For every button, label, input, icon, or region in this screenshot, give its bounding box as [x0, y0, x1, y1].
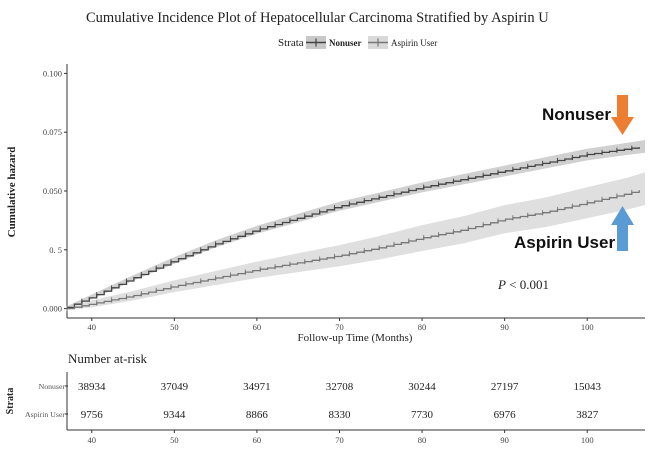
risk-cell: 38934: [78, 381, 106, 393]
x-tick-label: 90: [500, 322, 509, 332]
chart-title: Cumulative Incidence Plot of Hepatocellular Carcinoma Stratified by Aspirin U: [86, 10, 549, 26]
risk-cell: 37049: [160, 381, 189, 393]
risk-cell: 6976: [493, 409, 516, 421]
x-tick-label: 60: [252, 322, 262, 332]
risk-cell: 7730: [411, 409, 434, 421]
x-tick-label: 70: [335, 322, 344, 332]
risk-cell: 8866: [245, 409, 268, 421]
risk-row-label: Aspirin User: [24, 410, 65, 419]
risk-cell: 32708: [325, 381, 354, 393]
risk-cell: 9344: [163, 409, 186, 421]
risk-cell: 27197: [490, 381, 519, 393]
legend-label-aspirin-user: Aspirin User: [391, 38, 438, 48]
legend-title: Strata: [278, 37, 304, 49]
x-tick-label: 40: [87, 322, 97, 332]
series-line-nonuser: [67, 147, 639, 307]
risk-x-tick-label: 70: [335, 435, 344, 445]
risk-x-tick-label: 100: [580, 435, 594, 445]
legend: [278, 36, 437, 49]
x-tick-label: 50: [170, 322, 179, 332]
risk-cell: 8330: [328, 409, 351, 421]
legend-label-nonuser: Nonuser: [329, 38, 362, 48]
x-tick-label: 100: [580, 322, 594, 332]
y-tick-label: 0.000: [42, 303, 62, 314]
x-tick-label: 80: [417, 322, 427, 332]
risk-x-tick-label: 60: [252, 435, 262, 445]
risk-table: [25, 372, 645, 445]
risk-cell: 15043: [573, 381, 601, 393]
x-axis-label: Follow-up Time (Months): [297, 332, 413, 344]
aspirin-user-callout-label: Aspirin User: [514, 233, 616, 252]
legend-key-nonuser: [306, 36, 326, 49]
p-value-annotation: P < 0.001: [498, 277, 550, 292]
risk-cell: 34971: [243, 381, 271, 393]
y-tick-label: 0.100: [42, 68, 62, 79]
risk-row-label: Nonuser: [38, 382, 65, 391]
risk-x-tick-label: 90: [500, 435, 509, 445]
risk-cell: 30244: [408, 381, 436, 393]
y-tick-label: 0.050: [42, 186, 62, 196]
legend-key-aspirin-user: [368, 36, 388, 49]
y-tick-label: 0. 5: [49, 244, 62, 255]
nonuser-callout-label: Nonuser: [542, 105, 611, 124]
risk-cell: 9756: [80, 409, 103, 421]
risk-x-tick-label: 80: [417, 435, 427, 445]
down-arrow-icon: [611, 95, 634, 135]
risk-cell: 3827: [576, 409, 599, 421]
y-axis-label: Cumulative hazard: [6, 146, 18, 238]
risk-table-title: Number at-risk: [68, 351, 148, 366]
risk-table-strata-label: Strata: [5, 387, 16, 415]
risk-x-tick-label: 50: [170, 435, 179, 445]
y-tick-label: 0.075: [42, 127, 62, 138]
risk-x-tick-label: 40: [87, 435, 97, 445]
